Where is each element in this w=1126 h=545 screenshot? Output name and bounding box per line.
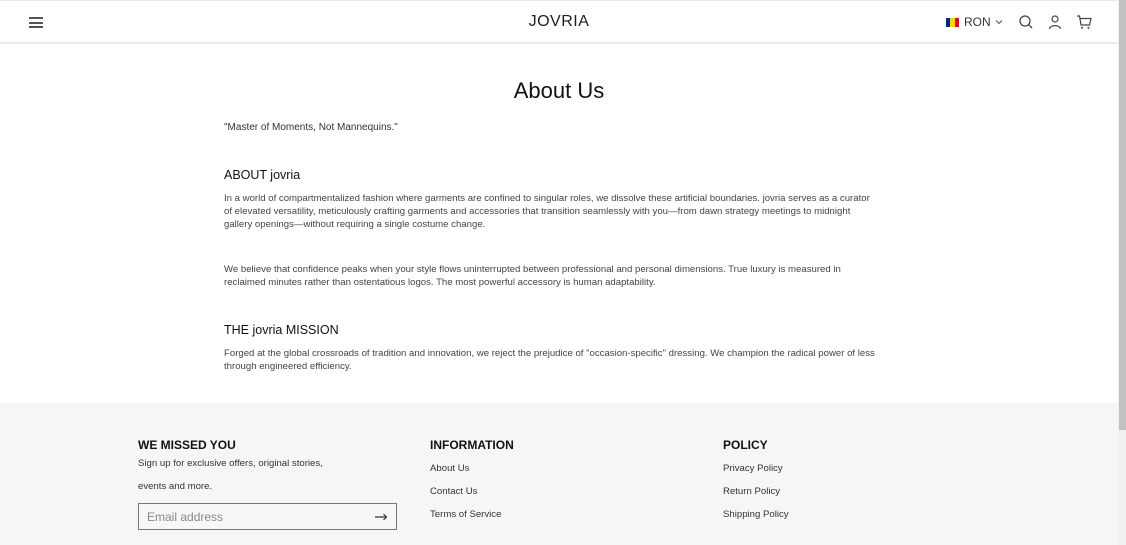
cart-icon[interactable] [1076, 14, 1092, 30]
mission-paragraph: Forged at the global crossroads of tradition and innovation, we reject the prejudice of "occasion-specific" dressing. We champion the radical power of less through engineered efficiency. [224, 348, 875, 373]
information-title: INFORMATION [430, 438, 514, 452]
site-footer [0, 403, 1118, 545]
policy-title: POLICY [723, 438, 768, 452]
footer-link-terms-of-service[interactable]: Terms of Service [430, 509, 502, 520]
section-heading-about: ABOUT jovria [224, 168, 301, 182]
newsletter-form [138, 503, 397, 530]
footer-link-shipping-policy[interactable]: Shipping Policy [723, 509, 789, 520]
footer-link-about-us[interactable]: About Us [430, 463, 470, 474]
currency-selector[interactable] [946, 15, 1003, 29]
newsletter-text-line2: events and more. [138, 481, 213, 492]
search-icon[interactable] [1018, 14, 1034, 30]
about-paragraph-1: In a world of compartmentalized fashion where garments are confined to singular roles, we dissolve these artificial boundaries. jovria serves as a curator of elevated versatility, meticulously crafting garments and accessories that transition seamlessly with you—from dawn strategy meetings to midnight gallery openings—without requiring a single costume change. [224, 193, 870, 231]
vertical-scrollbar[interactable] [1118, 0, 1126, 545]
footer-link-privacy-policy[interactable]: Privacy Policy [723, 463, 783, 474]
site-header [0, 0, 1118, 44]
about-paragraph-2: We believe that confidence peaks when your style flows uninterrupted between professional and personal dimensions. True luxury is measured in reclaimed minutes rather than ostentatious logos. The most powerful accessory is human adaptability. [224, 264, 841, 289]
arrow-right-icon[interactable] [370, 507, 392, 527]
email-input[interactable] [139, 510, 370, 524]
newsletter-title: WE MISSED YOU [138, 438, 236, 452]
currency-label: RON [964, 15, 991, 29]
romania-flag-icon [946, 18, 959, 27]
newsletter-text-line1: Sign up for exclusive offers, original stories, [138, 458, 323, 469]
account-icon[interactable] [1047, 14, 1063, 30]
footer-link-contact-us[interactable]: Contact Us [430, 486, 478, 497]
site-logo[interactable]: JOVRIA [528, 13, 590, 30]
page-title: About Us [513, 78, 605, 103]
chevron-down-icon [995, 18, 1003, 26]
footer-link-return-policy[interactable]: Return Policy [723, 486, 781, 497]
section-heading-mission: THE jovria MISSION [224, 323, 339, 337]
brand-quote: "Master of Moments, Not Mannequins." [224, 122, 398, 133]
scrollbar-thumb[interactable] [1119, 0, 1126, 430]
